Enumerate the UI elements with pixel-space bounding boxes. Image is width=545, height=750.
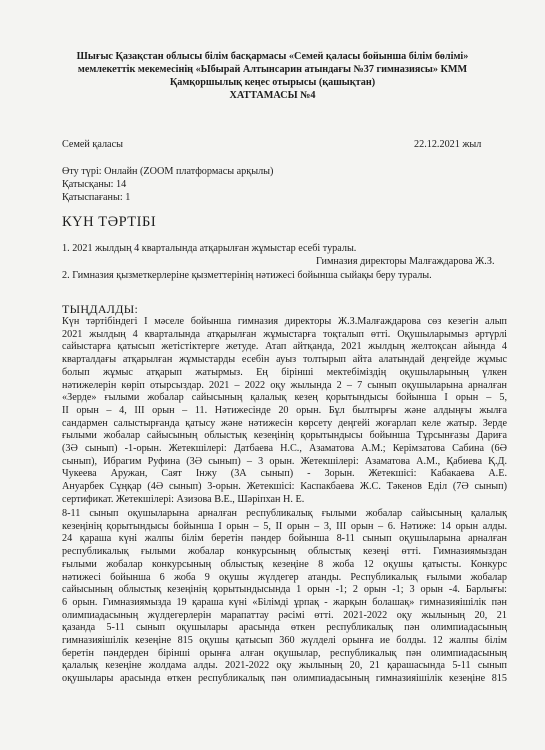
paragraph-line: II орын – 4, III орын – 11. Нәтижесінде 20 орын. Бұл былтырғы және алдыңғы жылға [62,404,507,416]
paragraph-line: гимназияішілік кезеңіне 815 оқушы қатысып 360 жүлделі орынға ие болды. 12 жалпы білім [62,635,507,647]
paragraph-line: (3Ә сынып) -1-орын. Жетекшілері: Датбаева Н.С., Азаматова А.М.; Керімзатова Сабина (6Ә [62,443,507,455]
paragraph-line: ғылыми жобалар конкурсының облыстық кезеңіне 8 жоба 12 оқушы қатысты. Конкурс [62,558,507,570]
document-header [40,50,505,102]
paragraph-line: сайысының облыстық кезеңінің қорытындысында 1 орын -1; 2 орын -1; 3 орын -4. Барлығы: [62,584,507,596]
paragraph-line: Күн тәртібіндегі I мәселе бойынша гимназия директоры Ж.З.Малғаждарова сөз кезегін алып [62,316,507,327]
paragraph-line: Чукеева Аружан, Саят Інжу (3А сынып) - 3орын. Жетекшісі: Кабакаева А.Е. [62,468,507,480]
listened-title: ТЫҢДАЛДЫ: [62,302,139,316]
agenda-item-1-speaker: Гимназия директоры Малғаждарова Ж.З. [316,256,495,267]
paragraph-line: сандармен салыстырғанда қатысу және нәтижесін көрсету деңгейі жоғарлап келе жатыр. Зерде [62,417,507,429]
paragraph-line: Ануарбек Сұңқар (4Ә сынып) 3-орын. Жетекшісі: Каспакбаева Ж.С. Тәкенов Еділ (7Ә сынып) [62,481,507,493]
paragraph-line: 2021 жылдың 4 кварталында атқарылған жұмыстарға тоқталып өтті. Оқушыларымыз әртүрлі [62,328,507,340]
place: Семей қаласы [62,139,123,150]
paragraph-line: ғылыми жобалар сайысының облыстық кезеңінің қорытындысы бойынша Тұрсынғазы Дариға [62,430,507,442]
agenda-title: КҮН ТӘРТІБІ [62,214,157,230]
paragraph-line: нәтижесі бойынша 6 жоба 9 оқушы жүлдегер атанды. Республикалық ғылыми жобалар [62,571,507,583]
paragraph-line: кварталдағы атқарылған жұмыстарды есебін ауыз толтырып айта алатындай деңгейде жұмыс [62,354,507,366]
listened-paragraph-1 [62,316,507,507]
agenda-item-2: 2. Гимназия қызметкерлеріне қызметтерінің нәтижесі бойынша сыйақы беру туралы. [62,270,432,281]
date: 22.12.2021 жыл [414,139,482,150]
absent-count: Қатыспағаны: 1 [62,192,131,203]
paragraph-line: сайыстарға қатысып жетістіктерге жетуде. Атап айтқанда, 2021 жылдың желтоқсан айында 4 [62,341,507,353]
paragraph-line: қазанда 5-11 сынып оқушылары арасында өткен республикалық пән олимпиадасының [62,622,507,634]
attended-count: Қатысқаны: 14 [62,179,127,190]
paragraph-line: оқушылары арасында өткен республикалық пән олимпиадасының гимназияішілік кезеңіне 815 [62,673,507,685]
paragraph-line: 6 орын. Гимназиямызда 19 қараша күні «Білімді ұрпақ - жарқын болашақ» гимназияішілік пән [62,596,507,608]
paragraph-line: болып жұмыс атқарып жатырмыз. Ең бірінші мектебіміздің оқушыларының үлкен [62,366,507,378]
paragraph-line: қалалық кезеңіне жолдама алды. 2021-2022 оқу жылының 20, 21 қарашасында 5-11 сынып [62,660,507,672]
header-line-1: Шығыс Қазақстан облысы білім басқармасы «Семей қаласы бойынша білім бөлімі» [76,51,469,62]
paragraph-line: беретін пәндерден бірінші орынға алған оқушылар, республикалық пән олимпиадасының [62,647,507,659]
paragraph-line: «Зерде» ғылыми жобалар сайысының қалалық кезең қорытындысы бойынша I орын – 5, [62,392,507,404]
paragraph-line: нәтижелерін көріп отырсыздар. 2021 – 2022 оқу жылында 2 – 7 сынып оқушыларына арналған [62,379,507,391]
header-line-3: Қамқоршылық кеңес отырысы (қашықтан) [169,77,376,88]
meeting-format: Өту түрі: Онлайн (ZOOM платформасы арқылы) [62,166,274,177]
agenda-item-1: 1. 2021 жылдың 4 кварталында атқарылған жұмыстар есебі туралы. [62,243,357,254]
paragraph-line: сынып), Ибрагим Руфина (3Ә сынып) – 3 орын. Жетекшілері: Азаматова А.М., Қабиева Қ.Д. [62,455,507,467]
paragraph-line: олимпиадасының жүлдегерлерін марапаттау рәсімі өтті. 2021-2022 оқу жылының 20, 21 [62,609,507,621]
paragraph-line: республикалық ғылыми жобалар конкурсының облыстық кезеңі өтті. Гимназиямыздан [62,546,507,558]
paragraph-line: 24 қараша күні жалпы білім беретін пәндер бойынша 8-11 сынып оқушыларына арналған [62,533,507,545]
listened-paragraph-2 [62,508,507,686]
paragraph-line: сертификат. Жетекшілері: Азизова В.Е., Шәріпхан Н. Е. [62,493,305,505]
document-title: ХАТТАМАСЫ №4 [229,90,316,101]
paragraph-line: кезеңінің қорытындысы бойынша I орын – 5, II орын – 3, III орын – 6. Нәтиже: 14 орын алды. [62,520,507,532]
header-line-2: мемлекеттік мекемесінің «Ыбырай Алтынсарин атындағы №37 гимназиясы» КММ [77,64,468,75]
paragraph-line: 8-11 сынып оқушыларына арналған республикалық ғылыми жобалар сайысының қалалық [62,508,507,519]
